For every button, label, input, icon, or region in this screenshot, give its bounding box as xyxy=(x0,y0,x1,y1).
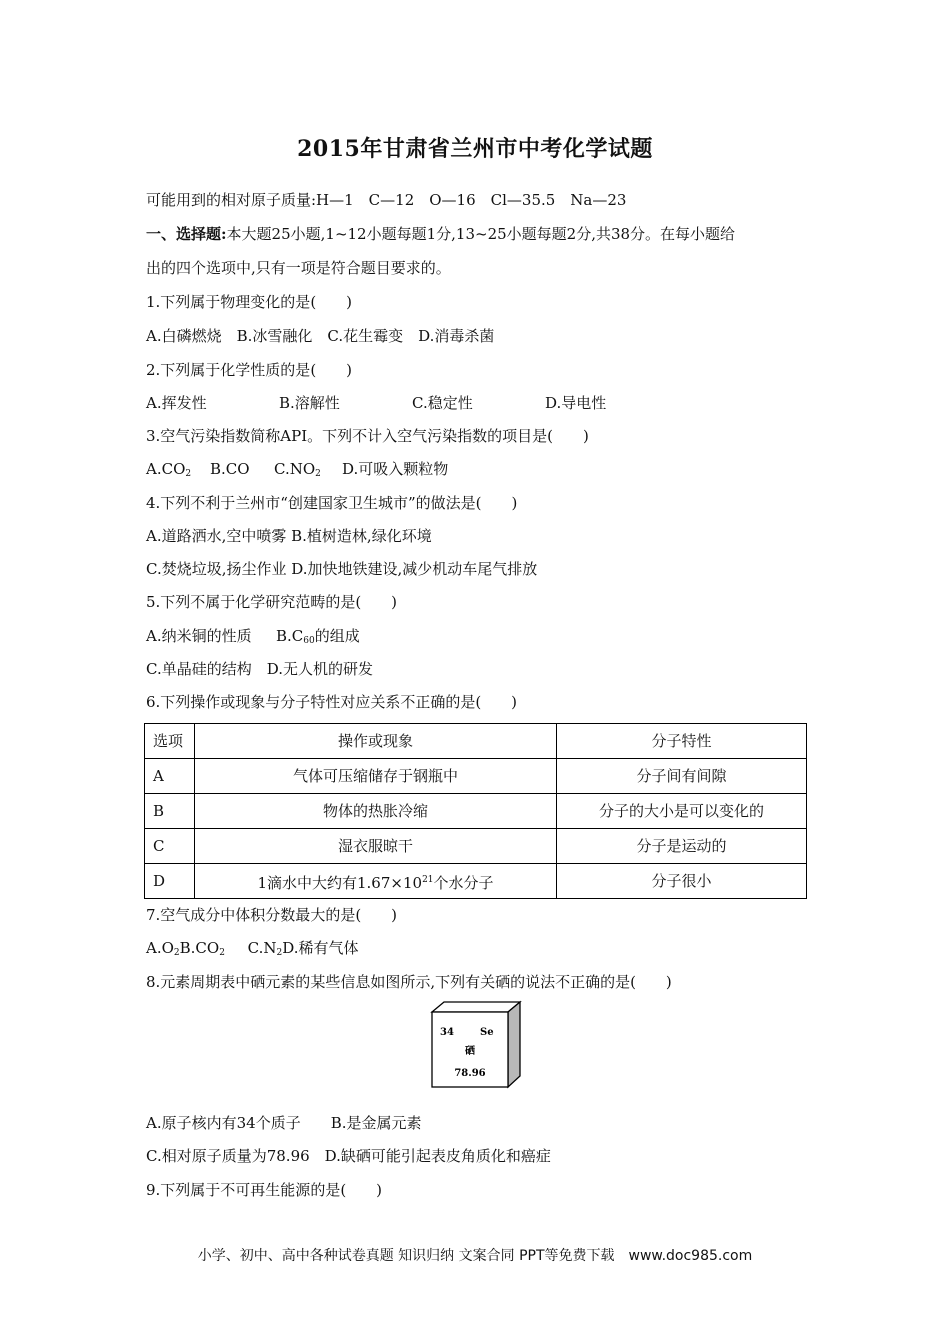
section1-line1 xyxy=(146,224,735,244)
q2-option-d: D.导电性 xyxy=(545,394,607,412)
table-header-row xyxy=(145,724,807,759)
atomic-masses: 可能用到的相对原子质量:H—1 C—12 O—16 Cl—35.5 Na—23 xyxy=(146,191,627,209)
table-header-cell: 选项 xyxy=(145,724,195,759)
q6-stem: 6.下列操作或现象与分子特性对应关系不正确的是( ) xyxy=(146,693,518,711)
q7-option-c: $C.N_2$ xyxy=(247,939,283,958)
table-cell-phenomenon: 气体可压缩储存于钢瓶中 xyxy=(195,759,557,794)
table-row xyxy=(145,794,807,829)
q3-stem: 3.空气污染指数简称API。下列不计入空气污染指数的项目是( ) xyxy=(146,427,589,445)
q3-options xyxy=(146,459,448,484)
table-header-cell: 操作或现象 xyxy=(195,724,557,759)
table-header-cell: 分子特性 xyxy=(557,724,807,759)
q1-stem: 1.下列属于物理变化的是( ) xyxy=(146,293,353,311)
tile-top-face xyxy=(432,1002,520,1012)
q2-stem: 2.下列属于化学性质的是( ) xyxy=(146,361,353,379)
q7-option-a: $A.O_2$ xyxy=(146,939,180,958)
element-symbol: Se xyxy=(480,1027,494,1038)
q3-option-d: D.可吸入颗粒物 xyxy=(342,460,449,478)
q3-option-b: B.CO xyxy=(210,460,250,478)
q7-option-d: D.稀有气体 xyxy=(282,939,359,957)
q3-option-c: $C.NO_2$ xyxy=(274,460,321,479)
q5-option-a: A.纳米铜的性质 xyxy=(146,627,252,645)
table-cell-option: D xyxy=(145,864,195,899)
q4-options-line2: C.焚烧垃圾,扬尘作业 D.加快地铁建设,减少机动车尾气排放 xyxy=(146,560,538,578)
element-atomic-mass: 78.96 xyxy=(454,1068,486,1079)
table-cell-phenomenon: 湿衣服晾干 xyxy=(195,829,557,864)
q8-options-line1: A.原子核内有34个质子 B.是金属元素 xyxy=(146,1114,422,1132)
q4-options-line1: A.道路洒水,空中喷雾 B.植树造林,绿化环境 xyxy=(146,527,432,545)
page-footer: 小学、初中、高中各种试卷真题 知识归纳 文案合同 PPT等免费下载 www.doc985.com xyxy=(197,1248,753,1264)
q9-stem: 9.下列属于不可再生能源的是( ) xyxy=(146,1181,383,1199)
tile-side-face xyxy=(508,1002,520,1087)
q7-options xyxy=(146,938,358,963)
q1-options: A.白磷燃烧 B.冰雪融化 C.花生霉变 D.消毒杀菌 xyxy=(146,327,495,345)
element-name: 硒 xyxy=(465,1046,475,1057)
q5-option-b: $B.C_{60}$的组成 xyxy=(276,627,360,646)
q8-stem: 8.元素周期表中硒元素的某些信息如图所示,下列有关硒的说法不正确的是( ) xyxy=(146,973,672,991)
table-row xyxy=(145,829,807,864)
selenium-element-tile xyxy=(430,1000,522,1090)
q2-options xyxy=(146,393,606,413)
q7-stem: 7.空气成分中体积分数最大的是( ) xyxy=(146,906,398,924)
section1-desc-line2: 出的四个选项中,只有一项是符合题目要求的。 xyxy=(146,259,451,277)
table-row xyxy=(145,759,807,794)
table-cell-phenomenon: 物体的热胀冷缩 xyxy=(195,794,557,829)
q5-options-line2: C.单晶硅的结构 D.无人机的研发 xyxy=(146,660,373,678)
section1-label: 一、选择题: xyxy=(146,225,227,243)
exam-title: 2015年甘肃省兰州市中考化学试题 xyxy=(297,136,653,162)
section1-desc-line1: 本大题25小题,1~12小题每题1分,13~25小题每题2分,共38分。在每小题给 xyxy=(226,225,736,243)
q5-stem: 5.下列不属于化学研究范畴的是( ) xyxy=(146,593,398,611)
element-atomic-number: 34 xyxy=(440,1027,454,1038)
table-cell-option: A xyxy=(145,759,195,794)
table-cell-property: 分子很小 xyxy=(557,864,807,899)
table-cell-option: B xyxy=(145,794,195,829)
table-cell-property: 分子是运动的 xyxy=(557,829,807,864)
table-cell-property: 分子的大小是可以变化的 xyxy=(557,794,807,829)
q2-option-c: C.稳定性 xyxy=(412,394,473,412)
table-cell-option: C xyxy=(145,829,195,864)
q2-option-b: B.溶解性 xyxy=(279,394,340,412)
q5-options-line1 xyxy=(146,626,360,651)
q7-option-b: $B.CO_2$ xyxy=(179,939,225,958)
table-cell-property: 分子间有间隙 xyxy=(557,759,807,794)
q2-option-a: A.挥发性 xyxy=(146,394,207,412)
table-row xyxy=(145,864,807,899)
q8-options-line2: C.相对原子质量为78.96 D.缺硒可能引起表皮角质化和癌症 xyxy=(146,1147,551,1165)
q4-stem: 4.下列不利于兰州市“创建国家卫生城市”的做法是( ) xyxy=(146,494,518,512)
q6-table xyxy=(144,723,807,899)
table-cell-phenomenon: 1滴水中大约有$1.67\times 10^{21}$个水分子 xyxy=(195,864,557,899)
q3-option-a: $A.CO_2$ xyxy=(146,460,192,479)
